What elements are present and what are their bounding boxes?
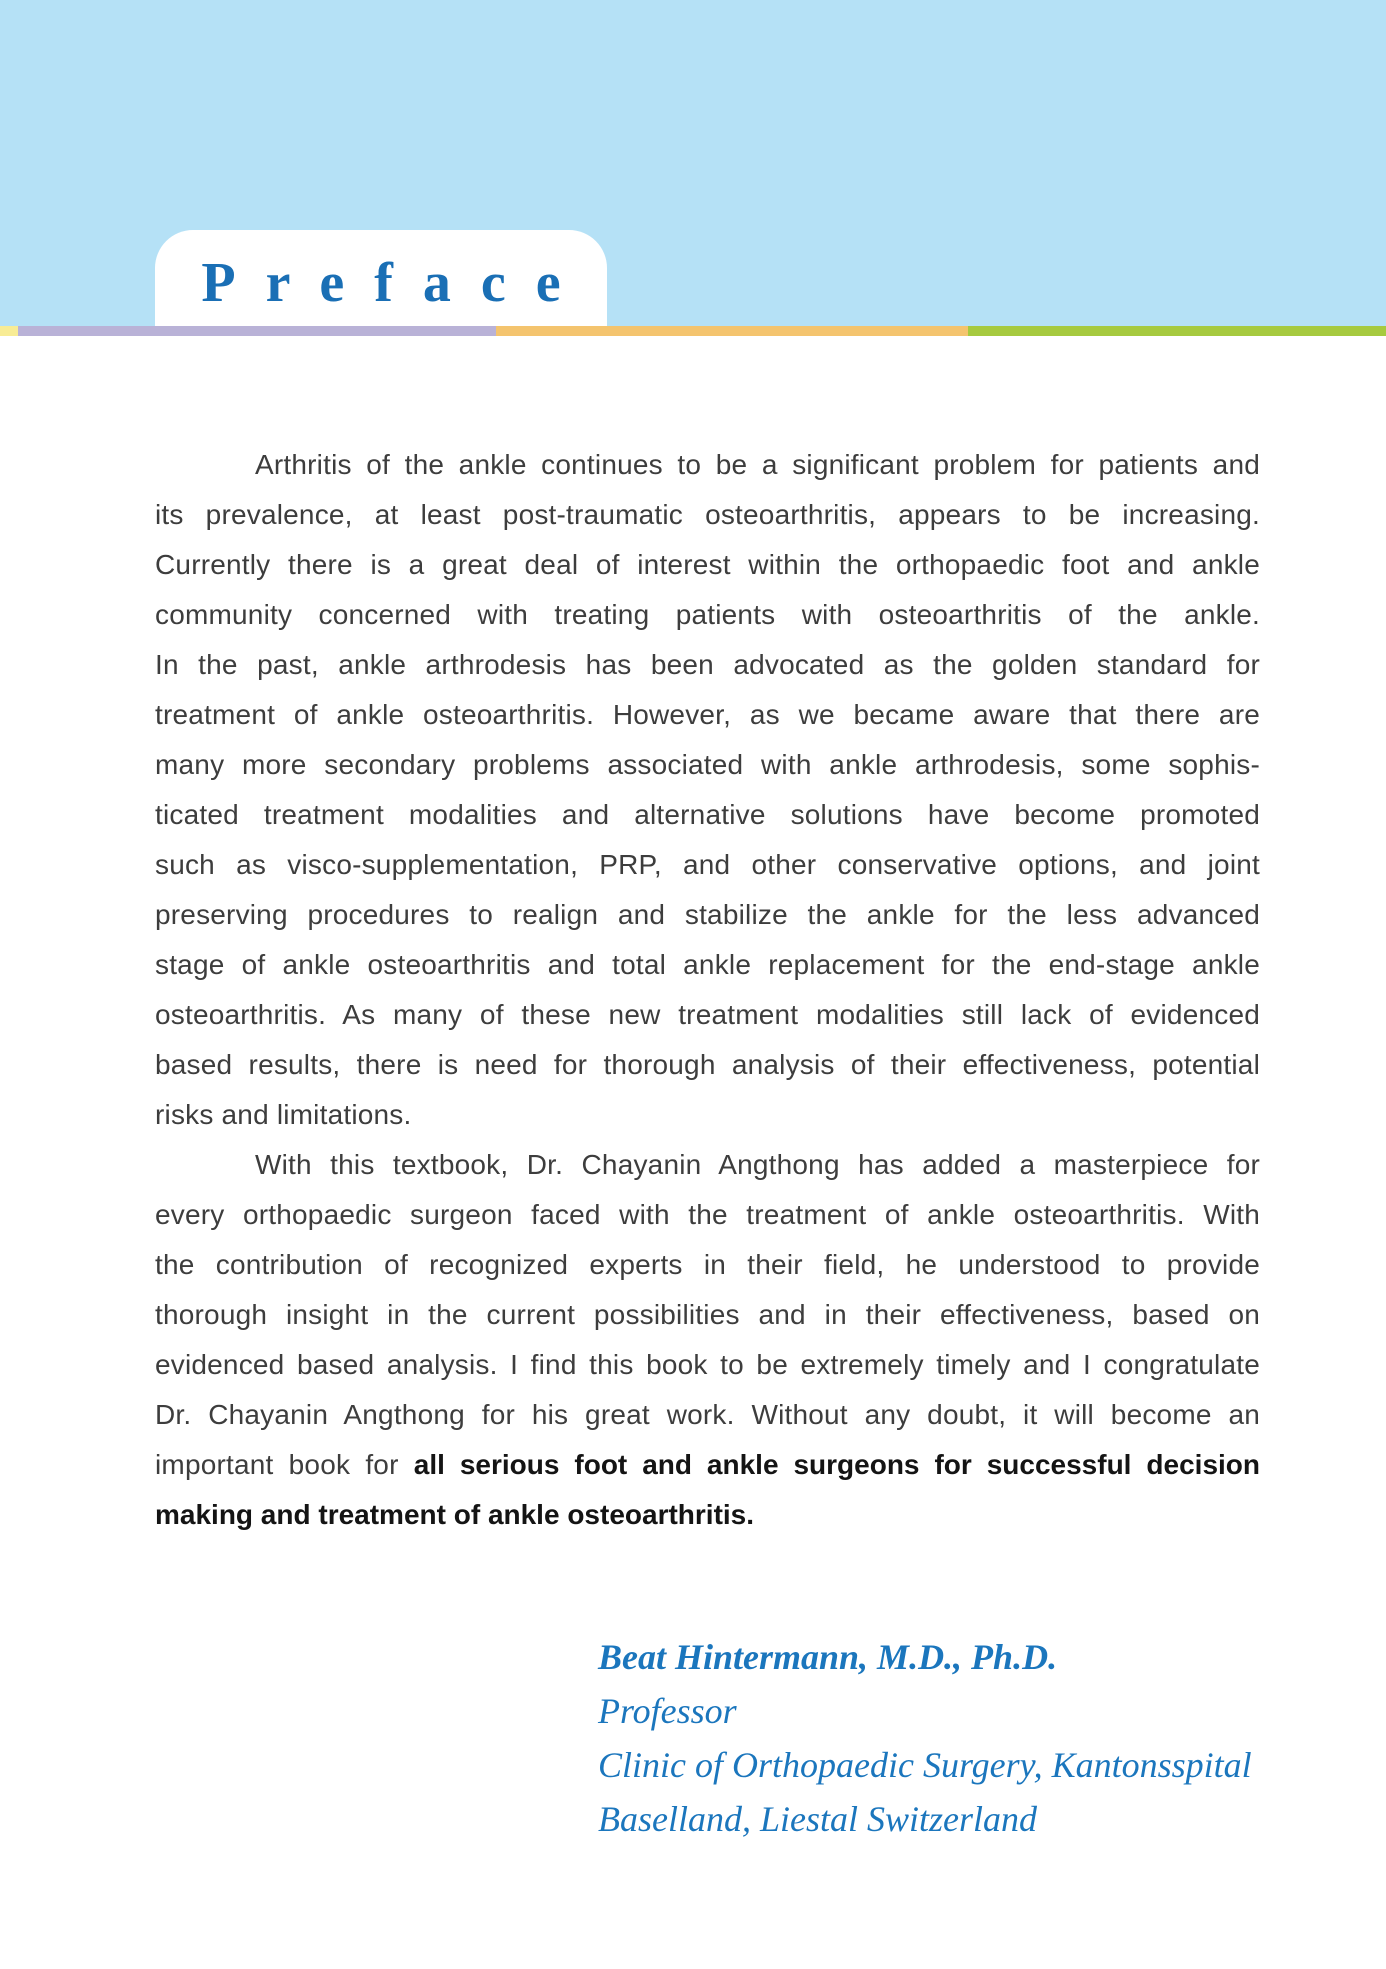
- body-line-text: thorough insight in the current possibilities and in their effectiveness, based on: [155, 1299, 1260, 1330]
- stripe-segment-green: [968, 326, 1386, 336]
- body-line-text: ticated treatment modalities and alternative solutions have become promoted: [155, 799, 1260, 830]
- signature-block: [598, 1630, 1252, 1846]
- body-line: [155, 1040, 1260, 1090]
- body-line: [155, 590, 1260, 640]
- signature-line: Clinic of Orthopaedic Surgery, Kantonsspital: [598, 1745, 1252, 1785]
- preface-body: [155, 440, 1260, 1540]
- preface-title-box: [155, 230, 607, 326]
- body-line: [155, 890, 1260, 940]
- body-line: [155, 490, 1260, 540]
- body-line: [155, 990, 1260, 1040]
- body-line: [155, 790, 1260, 840]
- body-line-bold-text: making and treatment of ankle osteoarthritis.: [155, 1499, 755, 1530]
- body-line: [155, 740, 1260, 790]
- body-line-text: community concerned with treating patients with osteoarthritis of the ankle.: [155, 599, 1260, 630]
- body-line: [155, 1240, 1260, 1290]
- body-line: [155, 540, 1260, 590]
- body-line: [155, 1190, 1260, 1240]
- body-line-text: Arthritis of the ankle continues to be a significant problem for patients and: [255, 449, 1260, 480]
- body-line-text: its prevalence, at least post-traumatic osteoarthritis, appears to be increasing.: [155, 499, 1260, 530]
- stripe-segment-orange: [496, 326, 968, 336]
- body-line-text: Dr. Chayanin Angthong for his great work. Without any doubt, it will become an: [155, 1399, 1260, 1430]
- body-line: [155, 1390, 1260, 1440]
- body-line: [155, 690, 1260, 740]
- body-line: [155, 1340, 1260, 1390]
- body-line: [155, 1140, 1260, 1190]
- body-line-text: the contribution of recognized experts in their field, he understood to provide: [155, 1249, 1260, 1280]
- body-line: [155, 440, 1260, 490]
- body-line-text: evidenced based analysis. I find this book to be extremely timely and I congratulate: [155, 1349, 1260, 1380]
- body-line: [155, 940, 1260, 990]
- signature-line: Beat Hintermann, M.D., Ph.D.: [598, 1637, 1058, 1677]
- body-line-text: every orthopaedic surgeon faced with the treatment of ankle osteoarthritis. With: [155, 1199, 1260, 1230]
- body-line: [155, 640, 1260, 690]
- body-line-text: based results, there is need for thorough analysis of their effectiveness, potential: [155, 1049, 1260, 1080]
- body-line: [155, 1290, 1260, 1340]
- body-line-text: risks and limitations.: [155, 1099, 412, 1130]
- stripe-segment-yellow: [0, 326, 18, 336]
- body-line-text: With this textbook, Dr. Chayanin Angthong has added a masterpiece for: [255, 1149, 1260, 1180]
- page-title: Preface: [201, 252, 591, 314]
- divider-stripe: [0, 326, 1386, 336]
- signature-line: Professor: [598, 1691, 737, 1731]
- body-line-text: such as visco-supplementation, PRP, and other conservative options, and joint: [155, 849, 1260, 880]
- body-line-text: In the past, ankle arthrodesis has been advocated as the golden standard for: [155, 649, 1260, 680]
- body-line: [155, 1090, 1260, 1140]
- header-band: [0, 0, 1386, 326]
- body-line-bold-text: all serious foot and ankle surgeons for successful decision: [413, 1449, 1260, 1480]
- body-line-text: important book for: [155, 1449, 414, 1480]
- body-line: [155, 840, 1260, 890]
- body-line: [155, 1490, 1260, 1540]
- stripe-segment-lavender: [18, 326, 496, 336]
- body-line-text: preserving procedures to realign and stabilize the ankle for the less advanced: [155, 899, 1260, 930]
- body-line-text: many more secondary problems associated with ankle arthrodesis, some sophis-: [155, 749, 1260, 780]
- body-line-text: Currently there is a great deal of interest within the orthopaedic foot and ankle: [155, 549, 1260, 580]
- body-line: [155, 1440, 1260, 1490]
- body-line-text: osteoarthritis. As many of these new treatment modalities still lack of evidenced: [155, 999, 1260, 1030]
- body-line-text: treatment of ankle osteoarthritis. However, as we became aware that there are: [155, 699, 1260, 730]
- body-line-text: stage of ankle osteoarthritis and total ankle replacement for the end-stage ankle: [155, 949, 1260, 980]
- signature-line: Baselland, Liestal Switzerland: [598, 1799, 1038, 1839]
